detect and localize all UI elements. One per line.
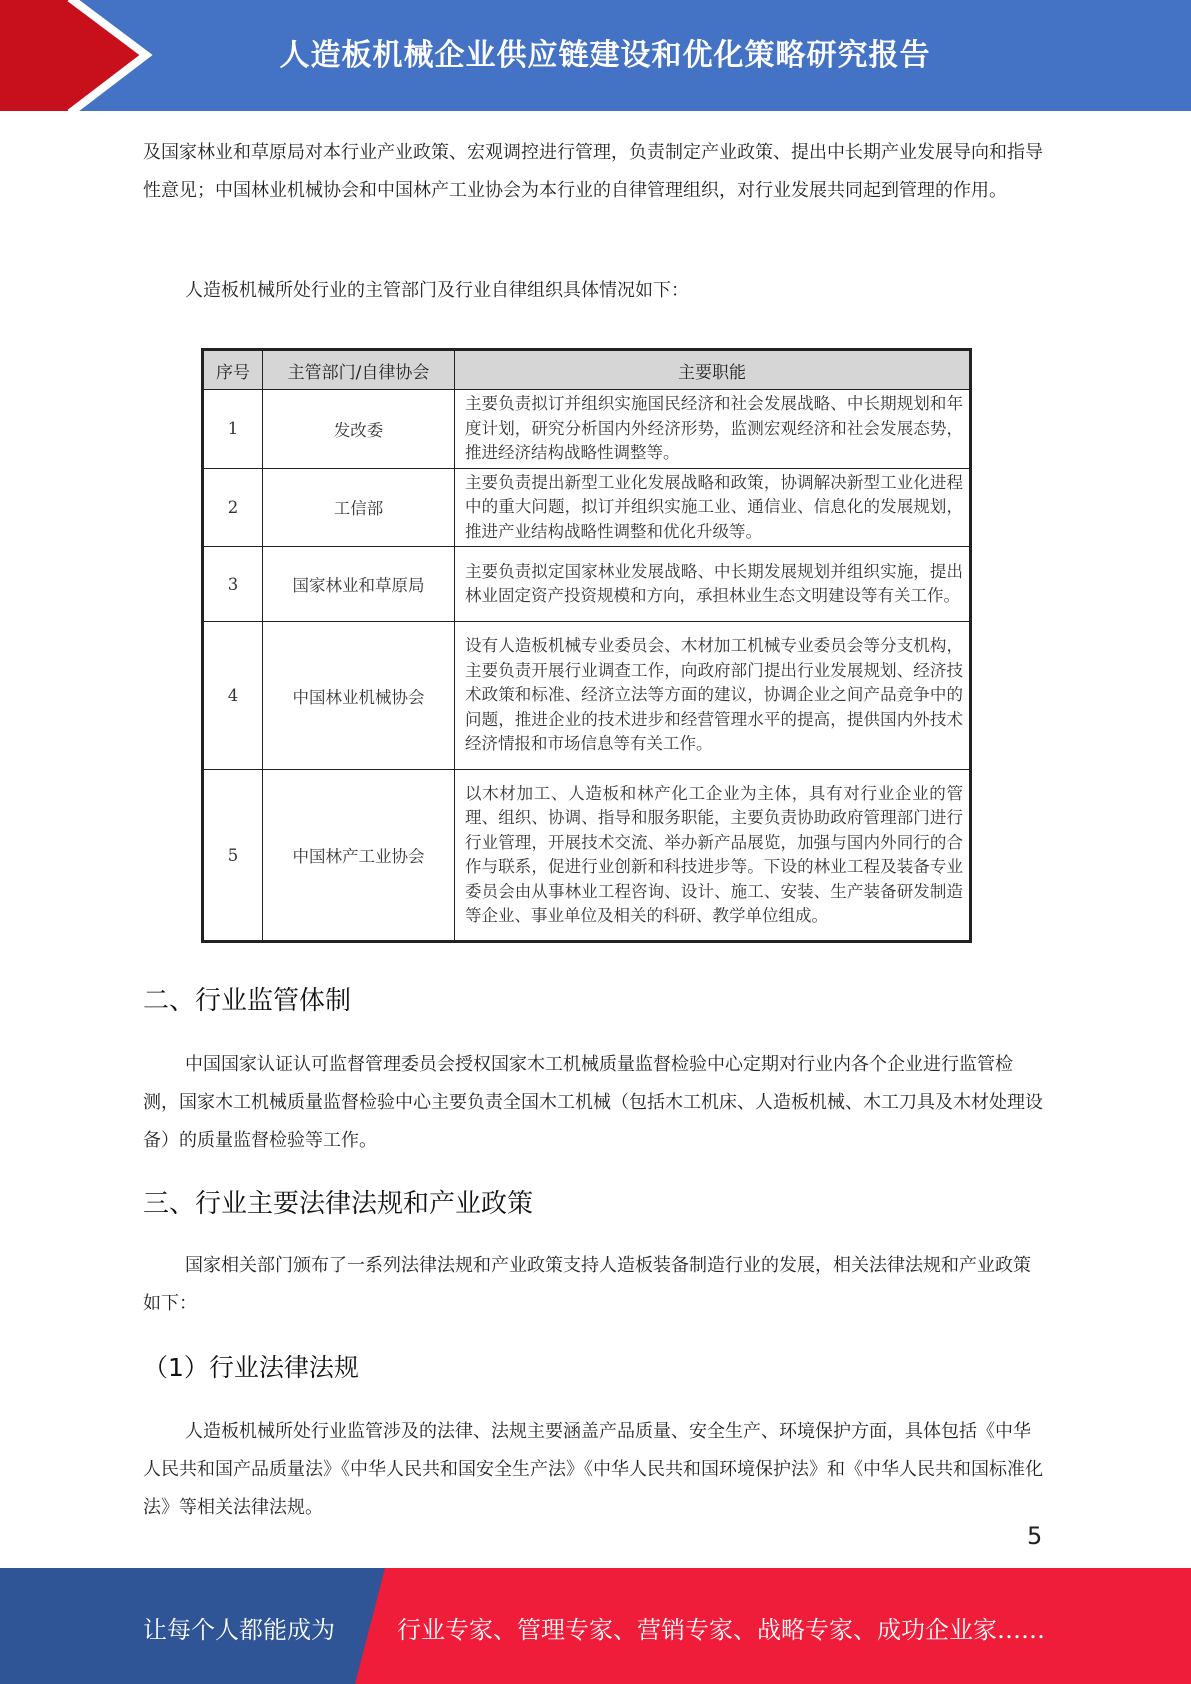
cell-department: 中国林业机械协会 [263,622,455,770]
table-row [203,547,971,622]
table-row [203,390,971,469]
page-header [0,0,1191,111]
cell-functions: 主要负责拟定国家林业发展战略、中长期发展规划并组织实施，提出林业固定资产投资规模和方向，承担林业生态文明建设等有关工作。 [455,547,971,622]
cell-index: 2 [203,468,263,547]
col-header-department: 主管部门/自律协会 [263,350,455,390]
intro-paragraph: 及国家林业和草原局对本行业产业政策、宏观调控进行管理，负责制定产业政策、提出中长期产业发展导向和指导性意见；中国林业机械协会和中国林产工业协会为本行业的自律管理组织，对行业发展共同起到管理的作用。 [143,142,1043,201]
section3-paragraph: 国家相关部门颁布了一系列法律法规和产业政策支持人造板装备制造行业的发展，相关法律法规和产业政策如下： [143,1255,1031,1314]
cell-functions: 以木材加工、人造板和林产化工企业为主体，具有对行业企业的管理、组织、协调、指导和服务职能，主要负责协助政府管理部门进行行业管理，开展技术交流、举办新产品展览，加强与国内外同行的合作与联系，促进行业创新和科技进步等。下设的林业工程及装备专业委员会由从事林业工程咨询、设计、施工、安装、生产装备研发制造等企业、事业单位及相关的科研、教学单位组成。 [455,770,971,942]
section3-heading: 三、行业主要法律法规和产业政策 [143,1189,534,1219]
cell-department: 国家林业和草原局 [263,547,455,622]
page-footer [0,1568,1191,1684]
section2-heading: 二、行业监管体制 [143,986,352,1016]
table-row [203,468,971,547]
cell-index: 5 [203,770,263,942]
cell-index: 1 [203,390,263,469]
subsection-heading: （1）行业法律法规 [143,1353,359,1382]
cell-index: 4 [203,622,263,770]
cell-department: 中国林产工业协会 [263,770,455,942]
cell-index: 3 [203,547,263,622]
report-title: 人造板机械企业供应链建设和优化策略研究报告 [279,38,931,73]
table-intro-paragraph: 人造板机械所处行业的主管部门及行业自律组织具体情况如下： [185,280,689,301]
footer-slogan-right: 行业专家、管理专家、营销专家、战略专家、成功企业家…… [397,1616,1045,1644]
cell-functions: 设有人造板机械专业委员会、木材加工机械专业委员会等分支机构，主要负责开展行业调查工作，向政府部门提出行业发展规划、经济技术政策和标准、经济立法等方面的建议，协调企业之间产品竞争中的问题，推进企业的技术进步和经营管理水平的提高，提供国内外技术经济情报和市场信息等有关工作。 [455,622,971,770]
table-header-row [203,350,971,390]
subsection-paragraph: 人造板机械所处行业监管涉及的法律、法规主要涵盖产品质量、安全生产、环境保护方面，具体包括《中华人民共和国产品质量法》《中华人民共和国安全生产法》《中华人民共和国环境保护法》和《中华人民共和国标准化法》等相关法律法规。 [143,1421,1043,1518]
page-number: 5 [1027,1522,1043,1550]
table-row [203,622,971,770]
col-header-functions: 主要职能 [455,350,971,390]
regulator-table [201,348,972,943]
footer-slogan-left: 让每个人都能成为 [143,1616,335,1644]
col-header-index: 序号 [203,350,263,390]
cell-department: 发改委 [263,390,455,469]
cell-functions: 主要负责提出新型工业化发展战略和政策，协调解决新型工业化进程中的重大问题，拟订并组织实施工业、通信业、信息化的发展规划，推进产业结构战略性调整和优化升级等。 [455,468,971,547]
cell-department: 工信部 [263,468,455,547]
table-row [203,770,971,942]
cell-functions: 主要负责拟订并组织实施国民经济和社会发展战略、中长期规划和年度计划，研究分析国内外经济形势，监测宏观经济和社会发展态势，推进经济结构战略性调整等。 [455,390,971,469]
section2-paragraph: 中国国家认证认可监督管理委员会授权国家木工机械质量监督检验中心定期对行业内各个企业进行监管检测，国家木工机械质量监督检验中心主要负责全国木工机械（包括木工机床、人造板机械、木工刀具及木材处理设备）的质量监督检验等工作。 [143,1054,1043,1151]
